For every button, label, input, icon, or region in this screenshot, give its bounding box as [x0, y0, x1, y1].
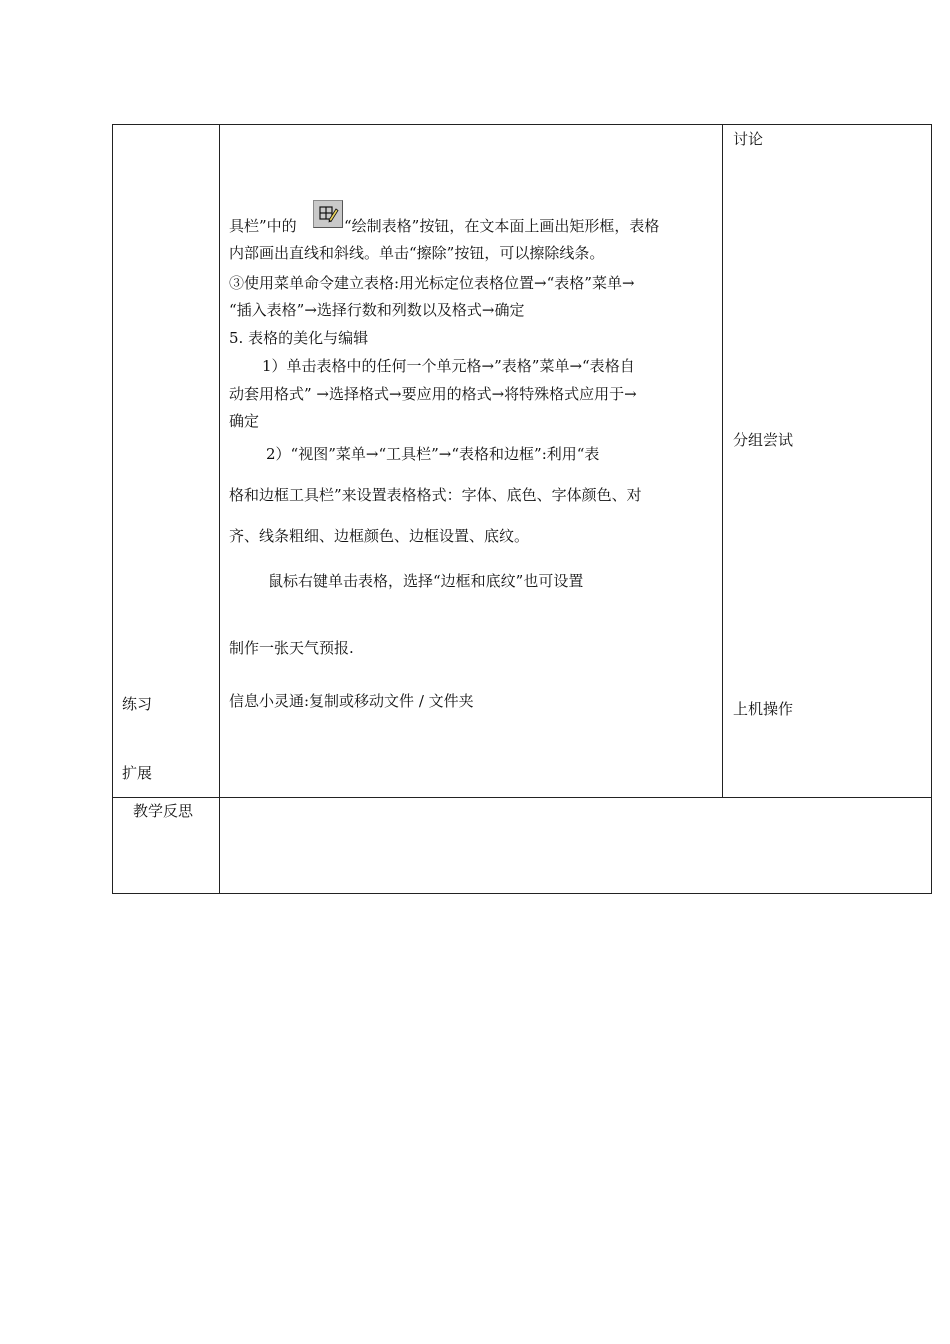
reflection-label: 教学反思 [133, 802, 194, 820]
content-line-10: 格和边框工具栏”来设置表格格式：字体、底色、字体颜色、对 [229, 486, 642, 504]
discuss-label: 讨论 [733, 130, 764, 148]
content-line-12: 鼠标右键单击表格，选择“边框和底纹”也可设置 [268, 572, 584, 590]
content-line-1a: 具栏”中的 [229, 217, 297, 235]
lesson-table [112, 124, 932, 894]
group-try-label: 分组尝试 [733, 431, 794, 449]
content-line-11: 齐、线条粗细、边框颜色、边框设置、底纹。 [229, 527, 530, 545]
section-heading-5: 5. 表格的美化与编辑 [229, 329, 369, 347]
machine-operation-label: 上机操作 [733, 700, 794, 718]
extend-task: 信息小灵通:复制或移动文件 / 文件夹 [229, 692, 474, 710]
row-divider [112, 797, 932, 798]
draw-table-icon-svg [314, 201, 342, 227]
practice-label: 练习 [122, 695, 153, 713]
content-line-2: 内部画出直线和斜线。单击“擦除”按钮，可以擦除线条。 [229, 244, 605, 262]
practice-task: 制作一张天气预报. [229, 639, 354, 657]
extend-label: 扩展 [122, 764, 153, 782]
column-divider-left [219, 124, 220, 894]
column-divider-right [722, 124, 723, 798]
draw-table-icon [313, 200, 343, 228]
content-line-4: “插入表格”→选择行数和列数以及格式→确定 [229, 301, 525, 319]
content-line-7: 动套用格式” →选择格式→要应用的格式→将特殊格式应用于→ [229, 385, 637, 403]
content-line-8: 确定 [229, 412, 260, 430]
content-line-9: 2）“视图”菜单→“工具栏”→“表格和边框”:利用“表 [266, 445, 600, 463]
content-line-6: 1）单击表格中的任何一个单元格→”表格”菜单→“表格自 [262, 357, 635, 375]
content-line-3: ③使用菜单命令建立表格:用光标定位表格位置→“表格”菜单→ [229, 274, 635, 292]
content-line-1b: “绘制表格”按钮，在文本面上画出矩形框，表格 [344, 217, 660, 235]
